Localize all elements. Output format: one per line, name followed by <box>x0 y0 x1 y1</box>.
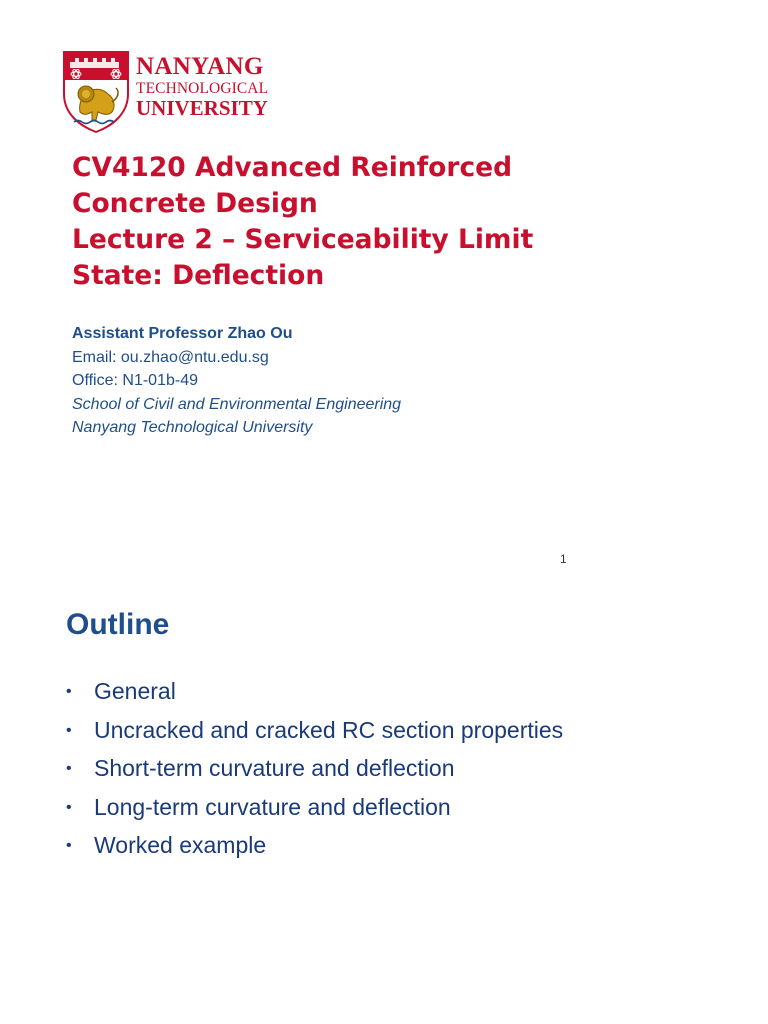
bullet-icon: • <box>66 798 72 816</box>
logo-line-technological: TECHNOLOGICAL <box>136 80 269 97</box>
author-office: Office: N1-01b-49 <box>72 372 198 389</box>
author-name: Assistant Professor Zhao Ou <box>72 325 293 342</box>
lecture-title <box>72 150 692 294</box>
logo-line-university: UNIVERSITY <box>136 95 268 120</box>
list-item: • Uncracked and cracked RC section properties <box>66 713 563 752</box>
bullet-icon: • <box>66 837 72 854</box>
outline-list <box>66 674 563 867</box>
list-item: • Worked example <box>66 828 563 867</box>
outline-heading: Outline <box>66 608 170 641</box>
title-line-1: CV4120 Advanced Reinforced <box>72 152 513 183</box>
bullet-icon: • <box>66 760 72 777</box>
bullet-icon: • <box>66 683 72 700</box>
author-info <box>72 322 401 440</box>
author-school: School of Civil and Environmental Engineering <box>72 395 402 413</box>
list-item: • Short-term curvature and deflection <box>66 751 563 790</box>
logo-line-nanyang: NANYANG <box>136 53 264 80</box>
slide-number: 1 <box>560 552 567 566</box>
university-wordmark <box>136 54 268 119</box>
ntu-crest-lion-icon <box>62 50 130 134</box>
title-line-4: State: Deflection <box>72 260 325 291</box>
bullet-icon: • <box>66 721 72 739</box>
ntu-logo <box>62 50 302 136</box>
title-line-2: Concrete Design <box>72 188 318 219</box>
author-university: Nanyang Technological University <box>72 419 313 436</box>
author-email: Email: ou.zhao@ntu.edu.sg <box>72 348 269 366</box>
list-item: • Long-term curvature and deflection <box>66 790 563 829</box>
title-line-3: Lecture 2 – Serviceability Limit <box>72 224 534 255</box>
list-item: • General <box>66 674 563 713</box>
